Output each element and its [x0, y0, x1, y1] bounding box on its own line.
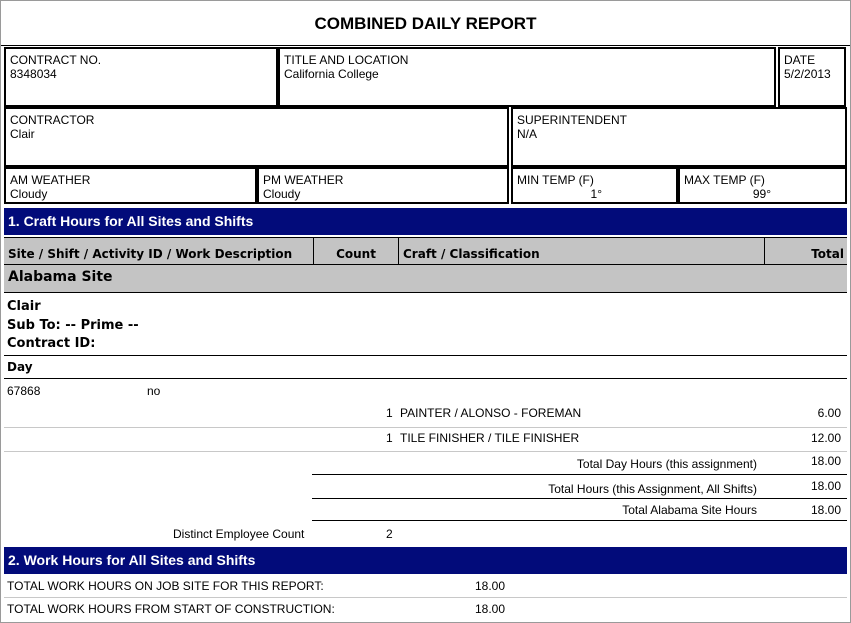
shift-label: Day [7, 360, 33, 374]
job-site-hours-label: TOTAL WORK HOURS ON JOB SITE FOR THIS REPORT: [7, 579, 324, 593]
divider [312, 474, 847, 475]
contractor-name: Clair [7, 299, 41, 314]
job-site-hours-value: 18.00 [475, 579, 506, 593]
date-value: 5/2/2013 [784, 67, 831, 81]
min-temp-label: MIN TEMP (F) [517, 173, 594, 187]
total-all-shifts-value: 18.00 [810, 479, 841, 493]
site-name-bar: Alabama Site [4, 265, 847, 293]
divider [4, 378, 847, 379]
row-count: 1 [386, 406, 393, 420]
col-count: Count [313, 238, 398, 265]
max-temp-value: 99° [752, 187, 771, 201]
superintendent-box [511, 107, 847, 167]
contract-no-label: CONTRACT NO. [10, 53, 102, 67]
col-site-shift: Site / Shift / Activity ID / Work Description [8, 247, 293, 261]
distinct-employee-value: 2 [386, 527, 393, 541]
superintendent-label: SUPERINTENDENT [517, 113, 628, 127]
date-label: DATE [784, 53, 816, 67]
contract-no-value: 8348034 [10, 67, 57, 81]
construction-hours-value: 18.00 [475, 602, 506, 616]
contractor-value: Clair [10, 127, 35, 141]
contract-id: Contract ID: [7, 336, 96, 351]
col-total-hours: Total [764, 238, 847, 265]
row-hours: 6.00 [817, 406, 841, 420]
section2-header: 2. Work Hours for All Sites and Shifts [4, 547, 847, 574]
row-count: 1 [386, 431, 393, 445]
divider [312, 520, 847, 521]
activity-description: no [147, 384, 161, 398]
row-divider [4, 451, 847, 452]
total-all-shifts-label: Total Hours (this Assignment, All Shifts) [548, 482, 757, 496]
total-day-label: Total Day Hours (this assignment) [576, 457, 757, 471]
total-site-label: Total Alabama Site Hours [622, 503, 757, 517]
construction-hours-label: TOTAL WORK HOURS FROM START OF CONSTRUCTION: [7, 602, 335, 616]
title-location-box [278, 47, 776, 107]
row-divider [4, 427, 847, 428]
distinct-employee-label: Distinct Employee Count [173, 527, 305, 541]
pm-weather-value: Cloudy [263, 187, 301, 201]
activity-id: 67868 [7, 384, 41, 398]
divider [312, 498, 847, 499]
min-temp-box [511, 167, 678, 204]
date-box [778, 47, 846, 107]
title-location-label: TITLE AND LOCATION [284, 53, 409, 67]
contract-no-box [4, 47, 278, 107]
col-craft: Craft / Classification [398, 238, 764, 265]
row-craft: TILE FINISHER / TILE FINISHER [400, 431, 580, 445]
craft-hours-column-header [4, 237, 847, 265]
total-site-value: 18.00 [810, 503, 841, 517]
contractor-box [4, 107, 509, 167]
max-temp-box [678, 167, 847, 204]
contractor-label: CONTRACTOR [10, 113, 95, 127]
report-title: COMBINED DAILY REPORT [1, 1, 850, 46]
am-weather-label: AM WEATHER [10, 173, 91, 187]
am-weather-value: Cloudy [10, 187, 48, 201]
min-temp-value: 1° [590, 187, 602, 201]
superintendent-value: N/A [517, 127, 538, 141]
row-hours: 12.00 [810, 431, 841, 445]
pm-weather-box [257, 167, 509, 204]
row-divider [4, 597, 847, 598]
max-temp-label: MAX TEMP (F) [684, 173, 765, 187]
pm-weather-label: PM WEATHER [263, 173, 344, 187]
divider [4, 355, 847, 356]
sub-to: Sub To: -- Prime -- [7, 318, 139, 333]
section1-header: 1. Craft Hours for All Sites and Shifts [4, 208, 847, 235]
row-craft: PAINTER / ALONSO - FOREMAN [400, 406, 582, 420]
total-day-value: 18.00 [810, 454, 841, 468]
title-location-value: California College [284, 67, 379, 81]
am-weather-box [4, 167, 257, 204]
